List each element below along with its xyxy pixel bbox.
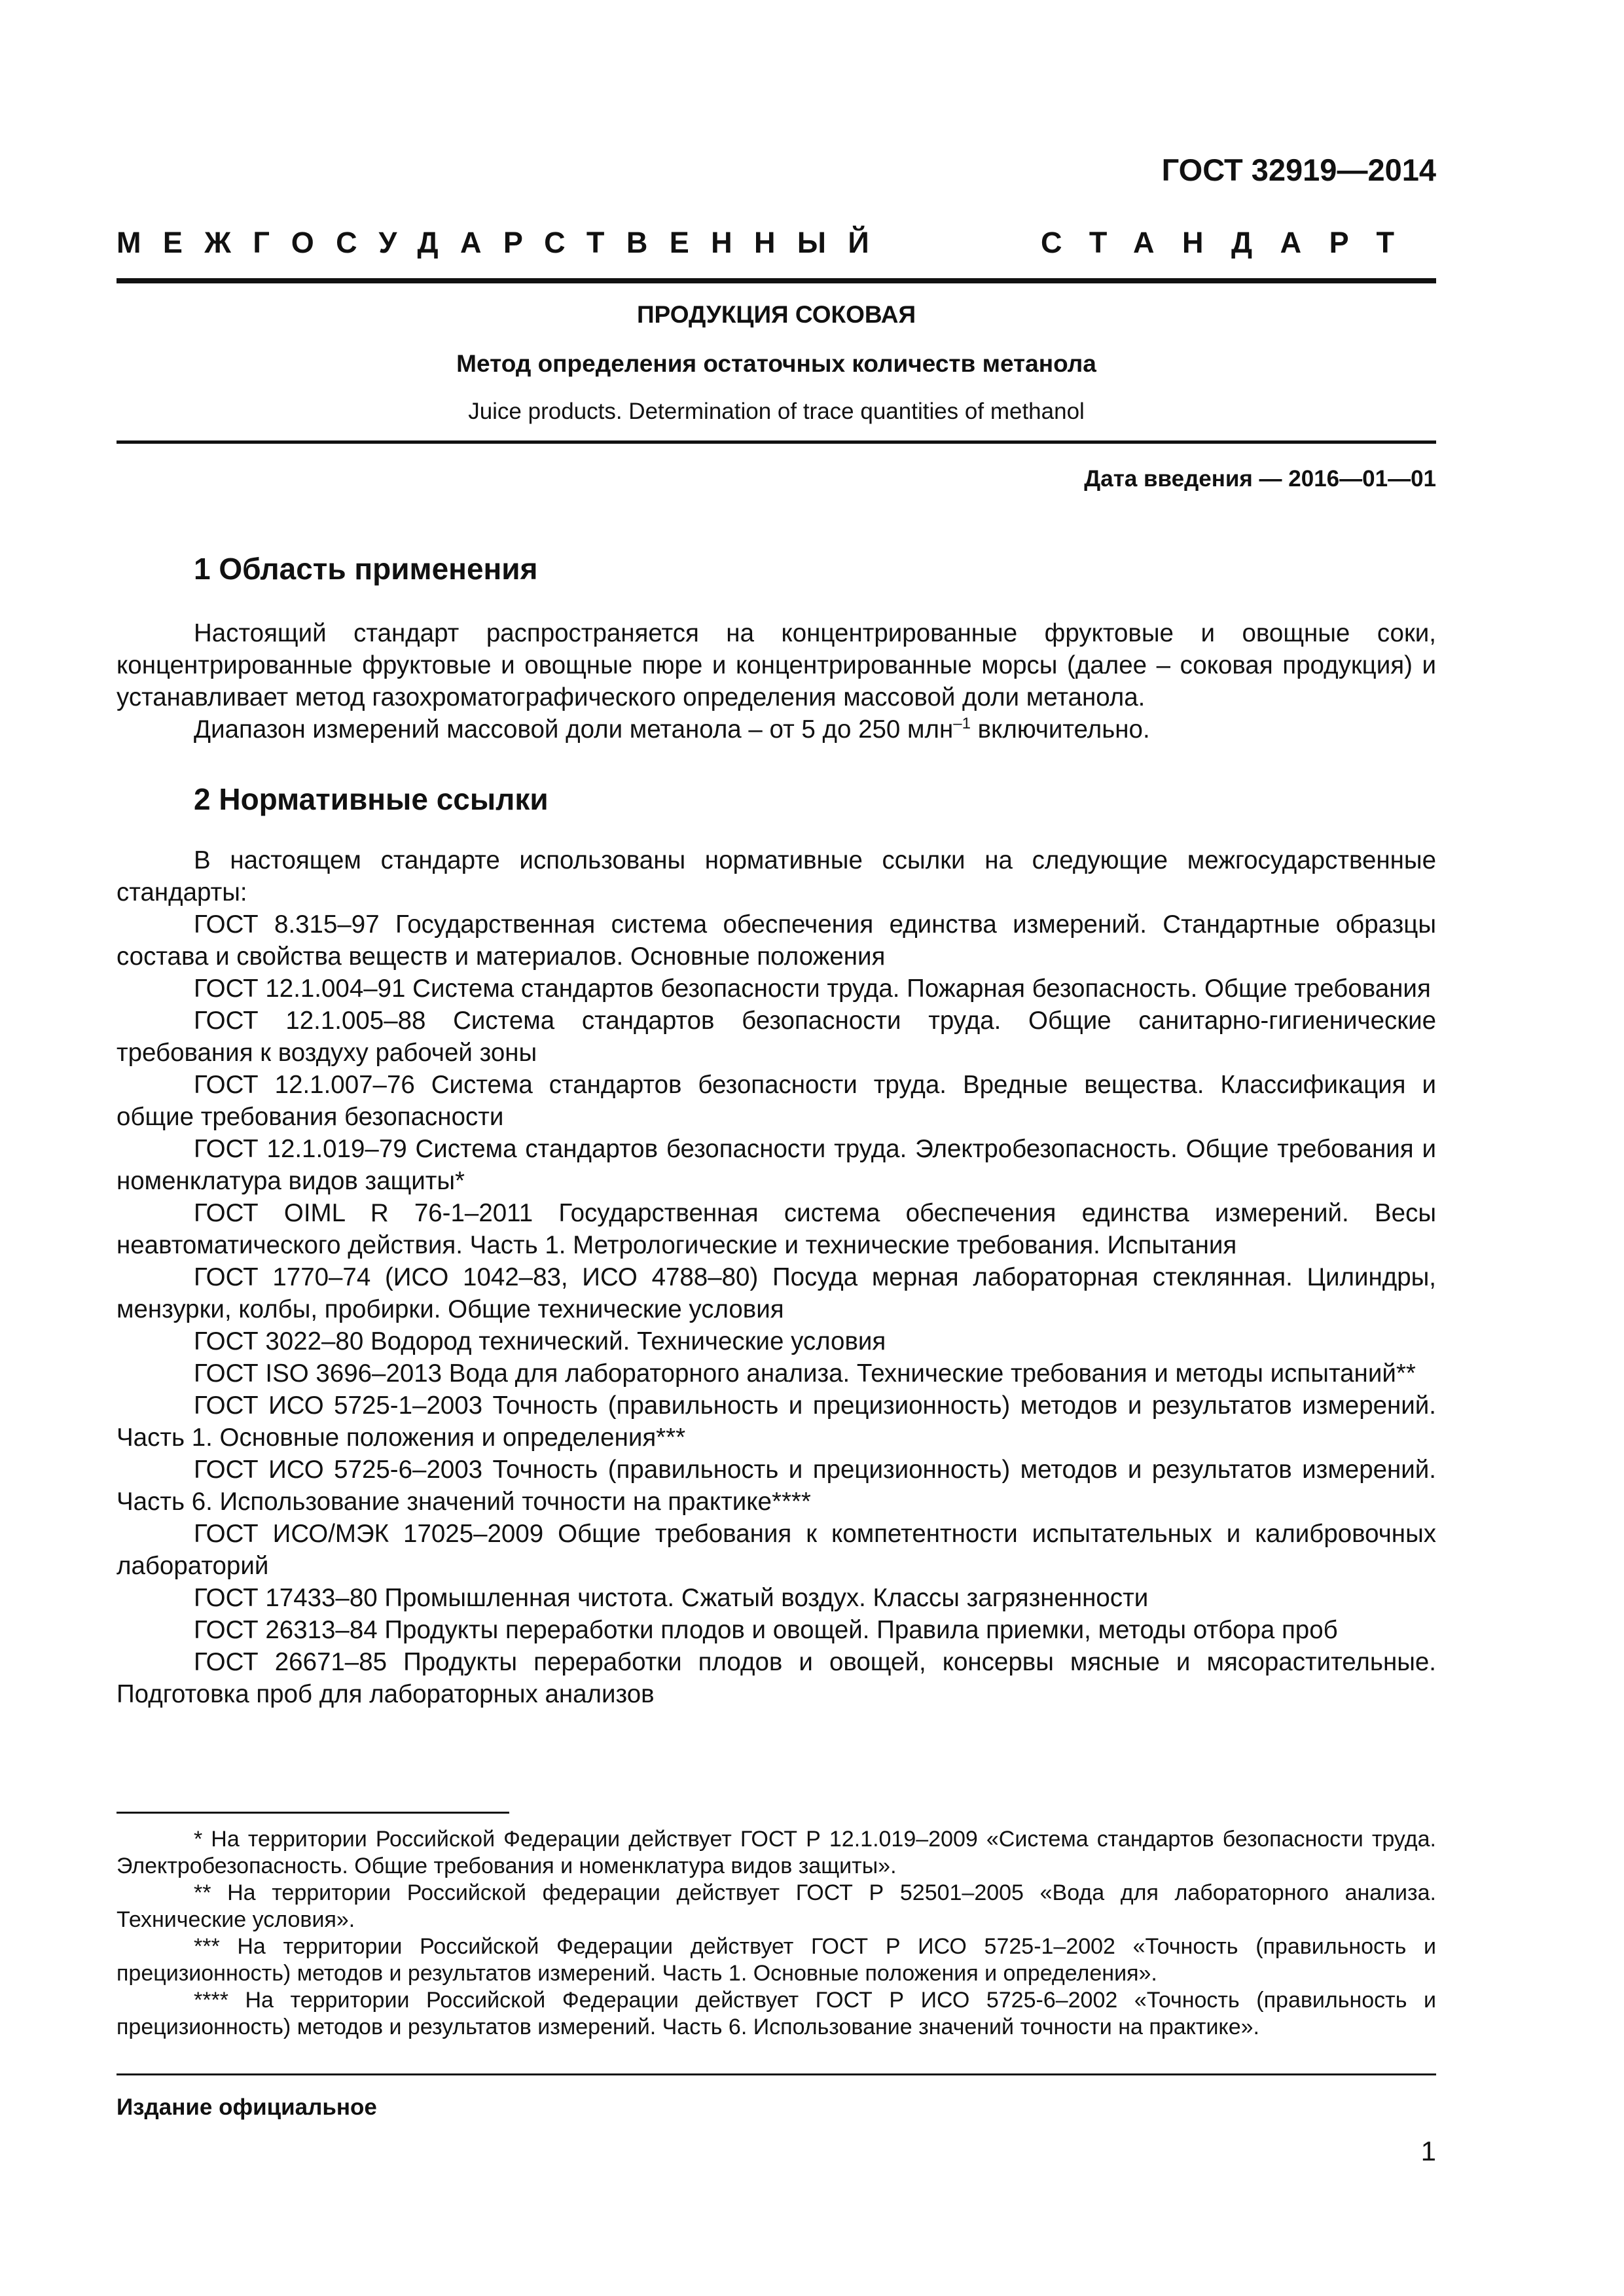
reference-item: ГОСТ 26671–85 Продукты переработки плодов и овощей, консервы мясные и мясорастительные. Подготовка проб для лабораторных анализов [117, 1648, 1436, 1708]
page-number: 1 [1420, 2136, 1436, 2166]
range-text: Диапазон измерений массовой доли метанола – от 5 до 250 млн [194, 715, 954, 744]
banner-word-interstate: МЕЖГОСУДАРСТВЕННЫЙ [117, 226, 892, 259]
section-2-heading: 2 Нормативные ссылки [194, 782, 549, 816]
header-rule [117, 278, 1436, 283]
reference-item: ГОСТ ИСО/МЭК 17025–2009 Общие требования к компетентности испытательных и калибровочных лабораторий [117, 1520, 1436, 1580]
section-2-body [117, 844, 1436, 1710]
reference-item: ГОСТ 12.1.007–76 Система стандартов безопасности труда. Вредные вещества. Классификация и общие требования безопасности [117, 1071, 1436, 1131]
footnote-item: *** На территории Российской Федерации действует ГОСТ Р ИСО 5725-1–2002 «Точность (правильность и прецизионность) методов и результатов измерений. Часть 1. Основные положения и определения». [117, 1934, 1436, 1986]
range-paragraph [117, 713, 1436, 745]
banner-word-standard: СТАНДАРТ [1041, 226, 1422, 259]
reference-item: ГОСТ 26313–84 Продукты переработки плодов и овощей. Правила приемки, методы отбора проб [194, 1616, 1338, 1644]
reference-item: ГОСТ 1770–74 (ИСО 1042–83, ИСО 4788–80) Посуда мерная лабораторная стеклянная. Цилиндры, мензурки, колбы, пробирки. Общие технические условия [117, 1263, 1436, 1323]
reference-item: ГОСТ ИСО 5725-6–2003 Точность (правильность и прецизионность) методов и результатов измерений. Часть 6. Использование значений точности на практике**** [117, 1456, 1436, 1516]
reference-item: ГОСТ 12.1.005–88 Система стандартов безопасности труда. Общие санитарно-гигиенические требования к воздуху рабочей зоны [117, 1007, 1436, 1067]
reference-item: ГОСТ OIML R 76-1–2011 Государственная система обеспечения единства измерений. Весы неавтоматического действия. Часть 1. Метрологические и технические требования. Испытания [117, 1199, 1436, 1259]
introduction-date: Дата введения — 2016—01—01 [1084, 466, 1436, 492]
footnote-item: ** На территории Российской федерации действует ГОСТ Р 52501–2005 «Вода для лабораторного анализа. Технические условия». [117, 1880, 1436, 1932]
reference-item: ГОСТ 17433–80 Промышленная чистота. Сжатый воздух. Классы загрязненности [194, 1584, 1149, 1612]
range-exponent: –1 [953, 715, 971, 733]
interstate-standard-banner [117, 226, 1436, 260]
reference-item: ГОСТ ISO 3696–2013 Вода для лабораторного анализа. Технические требования и методы испытаний** [194, 1359, 1416, 1388]
section-1-heading: 1 Область применения [194, 552, 538, 586]
document-title: ПРОДУКЦИЯ СОКОВАЯ [636, 301, 916, 328]
reference-item: ГОСТ 12.1.019–79 Система стандартов безопасности труда. Электробезопасность. Общие требования и номенклатура видов защиты* [117, 1135, 1436, 1195]
reference-item: ГОСТ ИСО 5725-1–2003 Точность (правильность и прецизионность) методов и результатов измерений. Часть 1. Основные положения и определения*** [117, 1391, 1436, 1452]
title-rule [117, 440, 1436, 444]
english-title: Juice products. Determination of trace quantities of methanol [468, 399, 1085, 424]
reference-item: ГОСТ 8.315–97 Государственная система обеспечения единства измерений. Стандартные образцы состава и свойства веществ и материалов. Основные положения [117, 910, 1436, 971]
standard-number: ГОСТ 32919—2014 [1161, 152, 1436, 187]
footnote-item: **** На территории Российской Федерации действует ГОСТ Р ИСО 5725-6–2002 «Точность (правильность и прецизионность) методов и результатов измерений. Часть 6. Использование значений точности на практике». [117, 1988, 1436, 2039]
footnotes [117, 1826, 1436, 2041]
scope-paragraph: Настоящий стандарт распространяется на концентрированные фруктовые и овощные соки, концентрированные фруктовые и овощные пюре и концентрированные морсы (далее – соковая продукция) и устанавливает метод газохроматографического определения массовой доли метанола. [117, 619, 1436, 711]
footnote-item: * На территории Российской Федерации действует ГОСТ Р 12.1.019–2009 «Система стандартов безопасности труда. Электробезопасность. Общие требования и номенклатура видов защиты». [117, 1827, 1436, 1878]
reference-item: ГОСТ 3022–80 Водород технический. Технические условия [194, 1327, 886, 1355]
references-intro: В настоящем стандарте использованы нормативные ссылки на следующие межгосударственные стандарты: [117, 846, 1436, 906]
section-1-body [117, 617, 1436, 745]
range-end: включительно. [970, 715, 1150, 744]
reference-item: ГОСТ 12.1.004–91 Система стандартов безопасности труда. Пожарная безопасность. Общие требования [194, 975, 1431, 1003]
official-edition-label: Издание официальное [117, 2094, 377, 2120]
footnote-separator [117, 1812, 509, 1814]
footer-rule [117, 2073, 1436, 2075]
document-subtitle: Метод определения остаточных количеств метанола [456, 350, 1096, 377]
